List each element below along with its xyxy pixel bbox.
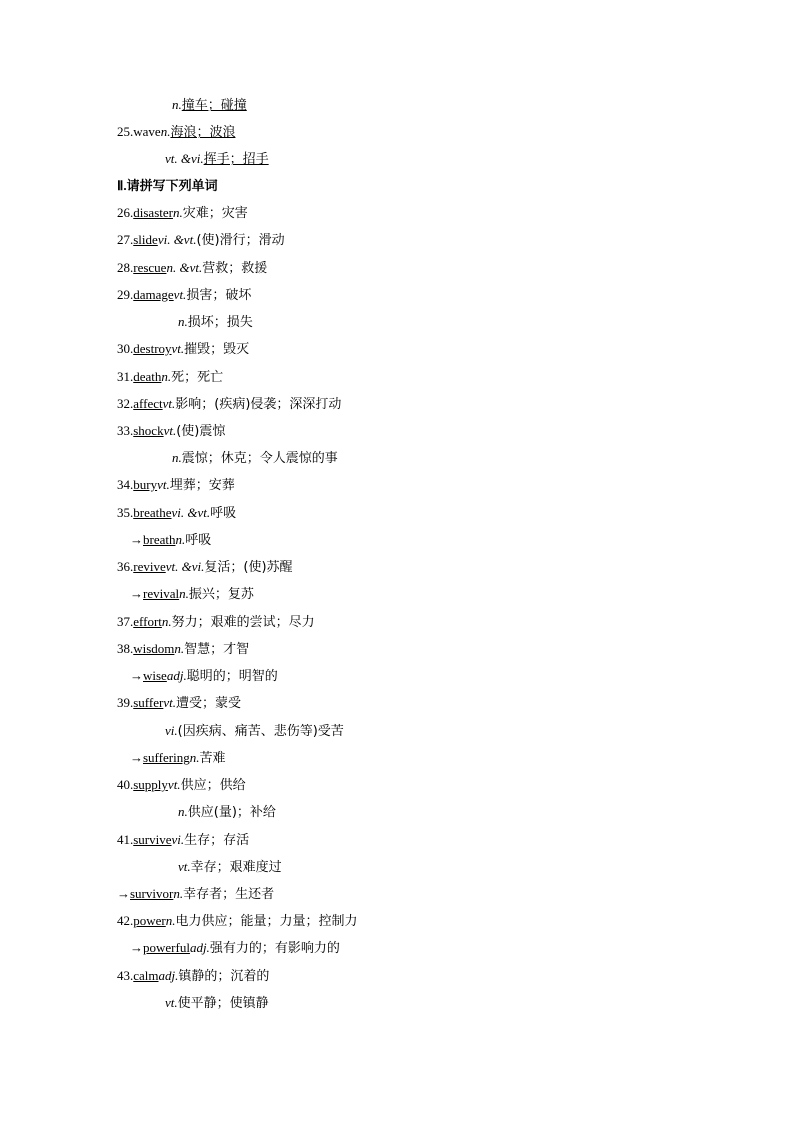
- meaning-text: 供应；供给: [180, 778, 246, 793]
- vocab-line: [117, 231, 285, 249]
- meaning-text: (因疾病、痛苦、悲伤等)受苦: [177, 724, 344, 739]
- vocab-word: effort: [133, 614, 162, 629]
- part-of-speech: n.: [178, 804, 188, 819]
- part-of-speech: n.: [175, 532, 186, 547]
- meaning-text: 智慧；才智: [184, 642, 250, 657]
- vocab-line: [117, 504, 236, 522]
- vocab-line: [117, 286, 251, 304]
- vocab-word: wisdom: [133, 641, 175, 656]
- vocab-line: [178, 313, 253, 331]
- vocab-word: calm: [133, 968, 159, 983]
- vocab-line: [178, 803, 276, 821]
- vocab-word: survivor: [130, 886, 174, 901]
- vocab-line: [117, 613, 315, 631]
- derivation-arrow: →: [130, 532, 143, 547]
- derivation-arrow: →: [130, 668, 143, 683]
- vocab-word: breathe: [133, 505, 172, 520]
- vocab-line: [117, 912, 358, 930]
- meaning-text: 损害；破坏: [186, 288, 252, 303]
- part-of-speech: vt.: [157, 477, 170, 492]
- meaning-text: 幸存者；生还者: [183, 887, 275, 902]
- entry-number: Ⅱ.: [117, 178, 127, 193]
- derivation-arrow: →: [130, 586, 143, 601]
- part-of-speech: vt.: [162, 396, 176, 411]
- entry-number: 28.: [117, 260, 134, 275]
- part-of-speech: n.: [161, 369, 172, 384]
- entry-number: 30.: [117, 341, 134, 356]
- part-of-speech: vt.: [165, 995, 178, 1010]
- part-of-speech: n.: [160, 124, 171, 139]
- vocab-line: [117, 204, 248, 222]
- meaning-text: 强有力的；有影响力的: [209, 941, 340, 956]
- vocab-line: [117, 640, 249, 658]
- entry-number: 39.: [117, 695, 134, 710]
- vocab-word: survive: [133, 832, 172, 847]
- vocab-line: [178, 858, 282, 876]
- meaning-text: 挥手；招手: [203, 152, 269, 167]
- vocab-line: [117, 558, 293, 576]
- vocab-line: [117, 885, 274, 903]
- vocab-line: [165, 150, 269, 168]
- meaning-text: 死；死亡: [171, 370, 224, 385]
- part-of-speech: n.: [173, 886, 184, 901]
- vocab-line: [165, 722, 344, 740]
- section-heading: [117, 177, 218, 195]
- meaning-text: 损坏；损失: [187, 315, 253, 330]
- part-of-speech: adj.: [189, 940, 210, 955]
- vocab-word: disaster: [133, 205, 173, 220]
- entry-number: 40.: [117, 777, 134, 792]
- part-of-speech: n.: [172, 205, 183, 220]
- derivation-arrow: →: [117, 886, 130, 901]
- vocab-line: [117, 967, 269, 985]
- part-of-speech: vi.: [165, 723, 178, 738]
- part-of-speech: vt.: [163, 695, 176, 710]
- vocab-line: [117, 831, 249, 849]
- meaning-text: 努力；艰难的尝试；尽力: [171, 615, 315, 630]
- vocab-line: [130, 749, 225, 767]
- part-of-speech: n.: [161, 614, 172, 629]
- derivation-arrow: →: [130, 940, 143, 955]
- vocab-line: [117, 340, 249, 358]
- vocab-line: [117, 259, 267, 277]
- vocab-line: [117, 123, 235, 141]
- vocab-line: [117, 395, 341, 413]
- vocab-word: shock: [133, 423, 164, 438]
- vocab-word: damage: [133, 287, 174, 302]
- part-of-speech: n.: [178, 314, 188, 329]
- vocab-word: bury: [133, 477, 158, 492]
- part-of-speech: adj.: [166, 668, 187, 683]
- part-of-speech: vt.: [167, 777, 181, 792]
- part-of-speech: vt.: [163, 423, 177, 438]
- vocab-line: [130, 585, 254, 603]
- meaning-text: 灾难；灾害: [182, 206, 248, 221]
- vocab-line: [117, 368, 223, 386]
- meaning-text: 使平静；使镇静: [177, 996, 269, 1011]
- meaning-text: 苦难: [199, 751, 226, 766]
- vocab-line: [130, 667, 278, 685]
- vocab-word: suffer: [133, 695, 164, 710]
- meaning-text: 震惊；休克；令人震惊的事: [181, 451, 338, 466]
- vocab-word: powerful: [143, 940, 190, 955]
- part-of-speech: vt.: [173, 287, 187, 302]
- meaning-text: 供应(量)；补给: [187, 805, 276, 820]
- part-of-speech: n.: [174, 641, 185, 656]
- entry-number: 29.: [117, 287, 134, 302]
- vocab-word: wave: [133, 124, 161, 139]
- vocab-word: breath: [143, 532, 176, 547]
- part-of-speech: vi. &vt.: [157, 232, 197, 247]
- vocab-word: revival: [143, 586, 180, 601]
- meaning-text: 撞车；碰撞: [181, 98, 247, 113]
- entry-number: 31.: [117, 369, 134, 384]
- derivation-arrow: →: [130, 750, 143, 765]
- vocab-line: [117, 776, 246, 794]
- vocab-line: [130, 939, 340, 957]
- part-of-speech: n.: [179, 586, 189, 601]
- meaning-text: 遭受；蒙受: [175, 696, 241, 711]
- meaning-text: (使)滑行；滑动: [196, 233, 285, 248]
- meaning-text: 镇静的；沉着的: [178, 969, 270, 984]
- meaning-text: 聪明的；明智的: [186, 669, 278, 684]
- part-of-speech: n. &vt.: [166, 260, 203, 275]
- entry-number: 43.: [117, 968, 134, 983]
- entry-number: 25.: [117, 124, 134, 139]
- part-of-speech: vt.: [178, 859, 191, 874]
- meaning-text: 影响；(疾病)侵袭；深深打动: [175, 397, 342, 412]
- vocab-line: [117, 422, 225, 440]
- heading-text: 请拼写下列单词: [126, 179, 218, 194]
- vocab-word: power: [133, 913, 166, 928]
- vocab-word: slide: [133, 232, 158, 247]
- entry-number: 34.: [117, 477, 134, 492]
- meaning-text: (使)震惊: [176, 424, 226, 439]
- entry-number: 33.: [117, 423, 134, 438]
- vocab-line: [130, 531, 211, 549]
- entry-number: 38.: [117, 641, 134, 656]
- meaning-text: 呼吸: [210, 506, 237, 521]
- entry-number: 27.: [117, 232, 134, 247]
- meaning-text: 海浪；波浪: [170, 125, 236, 140]
- meaning-text: 复活；(使)苏醒: [204, 560, 293, 575]
- vocab-line: [117, 694, 241, 712]
- meaning-text: 呼吸: [185, 533, 212, 548]
- entry-number: 35.: [117, 505, 134, 520]
- part-of-speech: n.: [172, 97, 182, 112]
- meaning-text: 营救；救援: [202, 261, 268, 276]
- entry-number: 42.: [117, 913, 134, 928]
- part-of-speech: vi. &vt.: [171, 505, 211, 520]
- meaning-text: 埋葬；安葬: [169, 478, 235, 493]
- part-of-speech: n.: [189, 750, 200, 765]
- meaning-text: 电力供应；能量；力量；控制力: [175, 914, 358, 929]
- vocab-line: [172, 449, 338, 467]
- part-of-speech: vt.: [171, 341, 185, 356]
- part-of-speech: vi.: [171, 832, 185, 847]
- vocab-word: destroy: [133, 341, 172, 356]
- meaning-text: 幸存；艰难度过: [190, 860, 282, 875]
- part-of-speech: adj.: [158, 968, 179, 983]
- vocab-line: [165, 994, 269, 1012]
- vocab-word: wise: [143, 668, 167, 683]
- meaning-text: 振兴；复苏: [188, 587, 254, 602]
- vocab-word: rescue: [133, 260, 167, 275]
- entry-number: 36.: [117, 559, 134, 574]
- meaning-text: 摧毁；毁灭: [184, 342, 250, 357]
- entry-number: 32.: [117, 396, 134, 411]
- vocab-word: affect: [133, 396, 163, 411]
- vocab-word: revive: [133, 559, 166, 574]
- vocab-word: supply: [133, 777, 168, 792]
- entry-number: 26.: [117, 205, 134, 220]
- part-of-speech: vt. &vi.: [165, 559, 205, 574]
- part-of-speech: vt. &vi.: [165, 151, 204, 166]
- vocab-line: [117, 476, 235, 494]
- part-of-speech: n.: [165, 913, 176, 928]
- entry-number: 41.: [117, 832, 134, 847]
- part-of-speech: n.: [172, 450, 182, 465]
- vocab-word: death: [133, 369, 162, 384]
- vocab-line: [172, 96, 247, 114]
- vocab-word: suffering: [143, 750, 190, 765]
- entry-number: 37.: [117, 614, 134, 629]
- meaning-text: 生存；存活: [184, 833, 250, 848]
